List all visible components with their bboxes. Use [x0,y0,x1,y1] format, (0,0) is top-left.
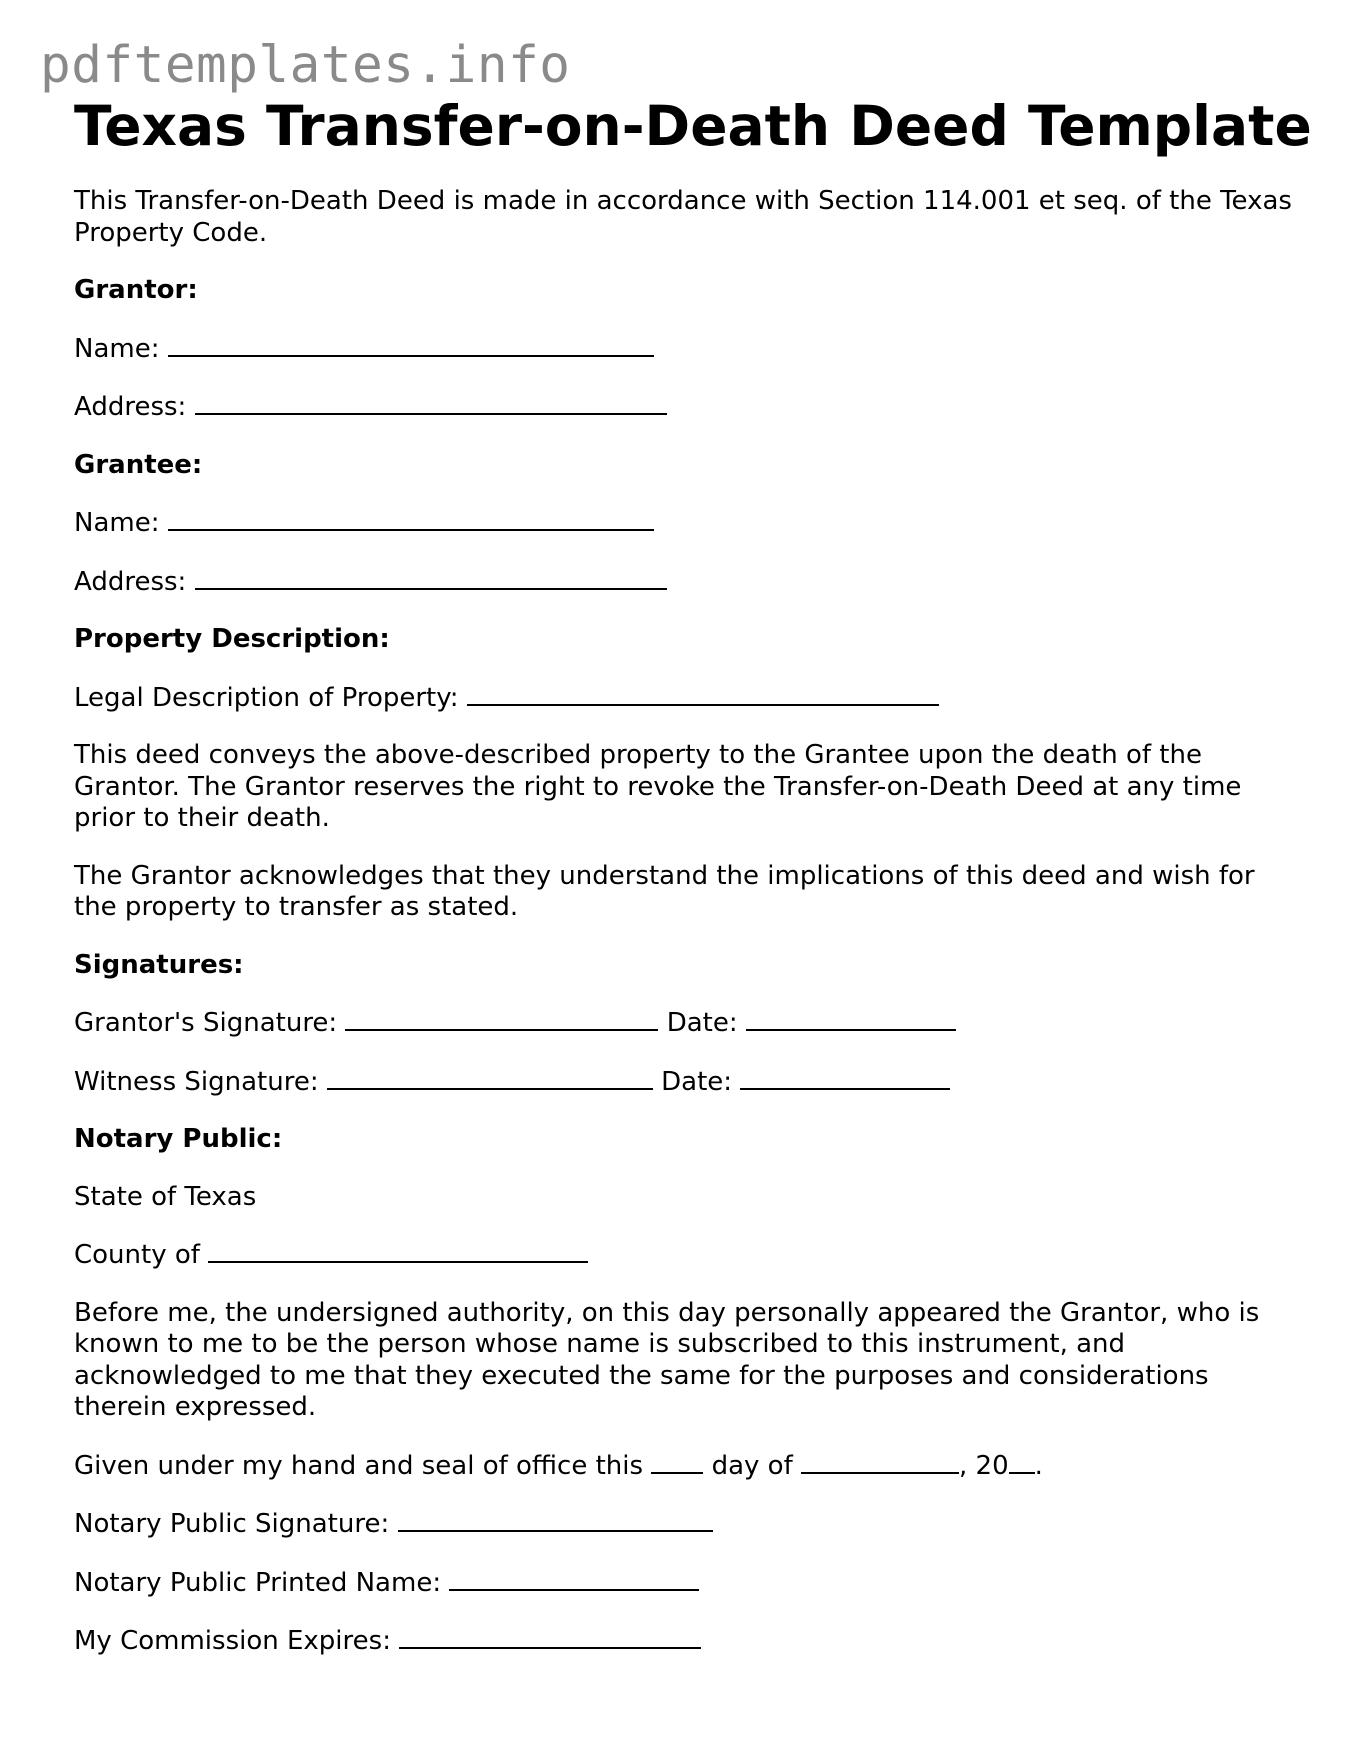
legal-description-label: Legal Description of Property: [74,682,459,713]
county-label: County of [74,1240,200,1270]
given-end: . [1034,1450,1043,1481]
grantor-address-field [74,391,1294,424]
grantor-signature-field [74,1007,1294,1040]
watermark: pdftemplates.info [40,36,571,95]
deed-document [74,92,1312,1658]
grantor-date-label: Date: [666,1008,738,1038]
witness-signature-field [74,1066,1294,1099]
commission-expires-field [74,1625,1294,1658]
acknowledgment-text: The Grantor acknowledges that they understand the implications of this deed and wish for the property to transfer as stated. [74,860,1255,922]
given-day-label: day of [711,1450,793,1481]
notary-signature-label: Notary Public Signature: [74,1509,390,1539]
intro-text: This Transfer-on-Death Deed is made in accordance with Section 114.001 et seq. of the Texas Property Code. [74,186,1292,248]
notary-signature-field [74,1508,1294,1541]
commission-expires-blank[interactable] [399,1625,701,1649]
notary-printed-name-label: Notary Public Printed Name: [74,1567,442,1598]
given-day-blank[interactable] [651,1450,703,1474]
grantor-name-blank[interactable] [168,333,654,357]
grantor-address-blank[interactable] [195,391,667,415]
grantor-address-label: Address: [74,392,187,422]
grantor-signature-label: Grantor's Signature: [74,1008,338,1038]
grantor-heading: Grantor: [74,275,198,305]
property-heading: Property Description: [74,624,390,654]
grantor-signature-blank[interactable] [345,1007,658,1031]
commission-expires-label: My Commission Expires: [74,1626,391,1656]
page-title: Texas Transfer-on-Death Deed Template [74,94,1312,158]
grantor-date-blank[interactable] [746,1007,956,1031]
grantee-name-blank[interactable] [168,507,654,531]
notary-printed-name-field [74,1567,1294,1600]
grantee-name-label: Name: [74,508,160,538]
notary-heading: Notary Public: [74,1124,283,1154]
grantee-address-blank[interactable] [195,566,667,590]
grantee-address-label: Address: [74,566,187,597]
given-month-blank[interactable] [801,1450,959,1474]
grantee-name-field [74,507,1294,540]
county-field [74,1239,1294,1272]
given-under-hand-field [74,1450,1294,1483]
notary-statement: Before me, the undersigned authority, on this day personally appeared the Grantor, who is known to me to be the person whose name is subscribed to this instrument, and acknowledged to me that they executed the same for the purposes and considerations therein expressed. [74,1297,1260,1422]
given-year-blank[interactable] [1009,1450,1035,1474]
conveyance-text: This deed conveys the above-described property to the Grantee upon the death of the Grantor. The Grantor reserves the right to revoke the Transfer-on-Death Deed at any time prior to their death. [74,740,1242,833]
grantee-heading: Grantee: [74,449,203,480]
county-blank[interactable] [208,1239,588,1263]
notary-printed-name-blank[interactable] [449,1567,699,1591]
notary-state: State of Texas [74,1181,257,1212]
given-year-label: , 20 [959,1450,1009,1481]
witness-date-blank[interactable] [740,1066,950,1090]
given-prefix: Given under my hand and seal of office this [74,1450,644,1481]
witness-signature-label: Witness Signature: [74,1066,319,1097]
notary-signature-blank[interactable] [398,1508,713,1532]
grantor-name-label: Name: [74,333,160,364]
witness-date-label: Date: [661,1066,733,1097]
legal-description-field [74,682,1294,715]
grantor-name-field [74,333,1294,366]
grantee-address-field [74,566,1294,599]
signatures-heading: Signatures: [74,949,244,980]
witness-signature-blank[interactable] [327,1066,653,1090]
legal-description-blank[interactable] [467,682,939,706]
